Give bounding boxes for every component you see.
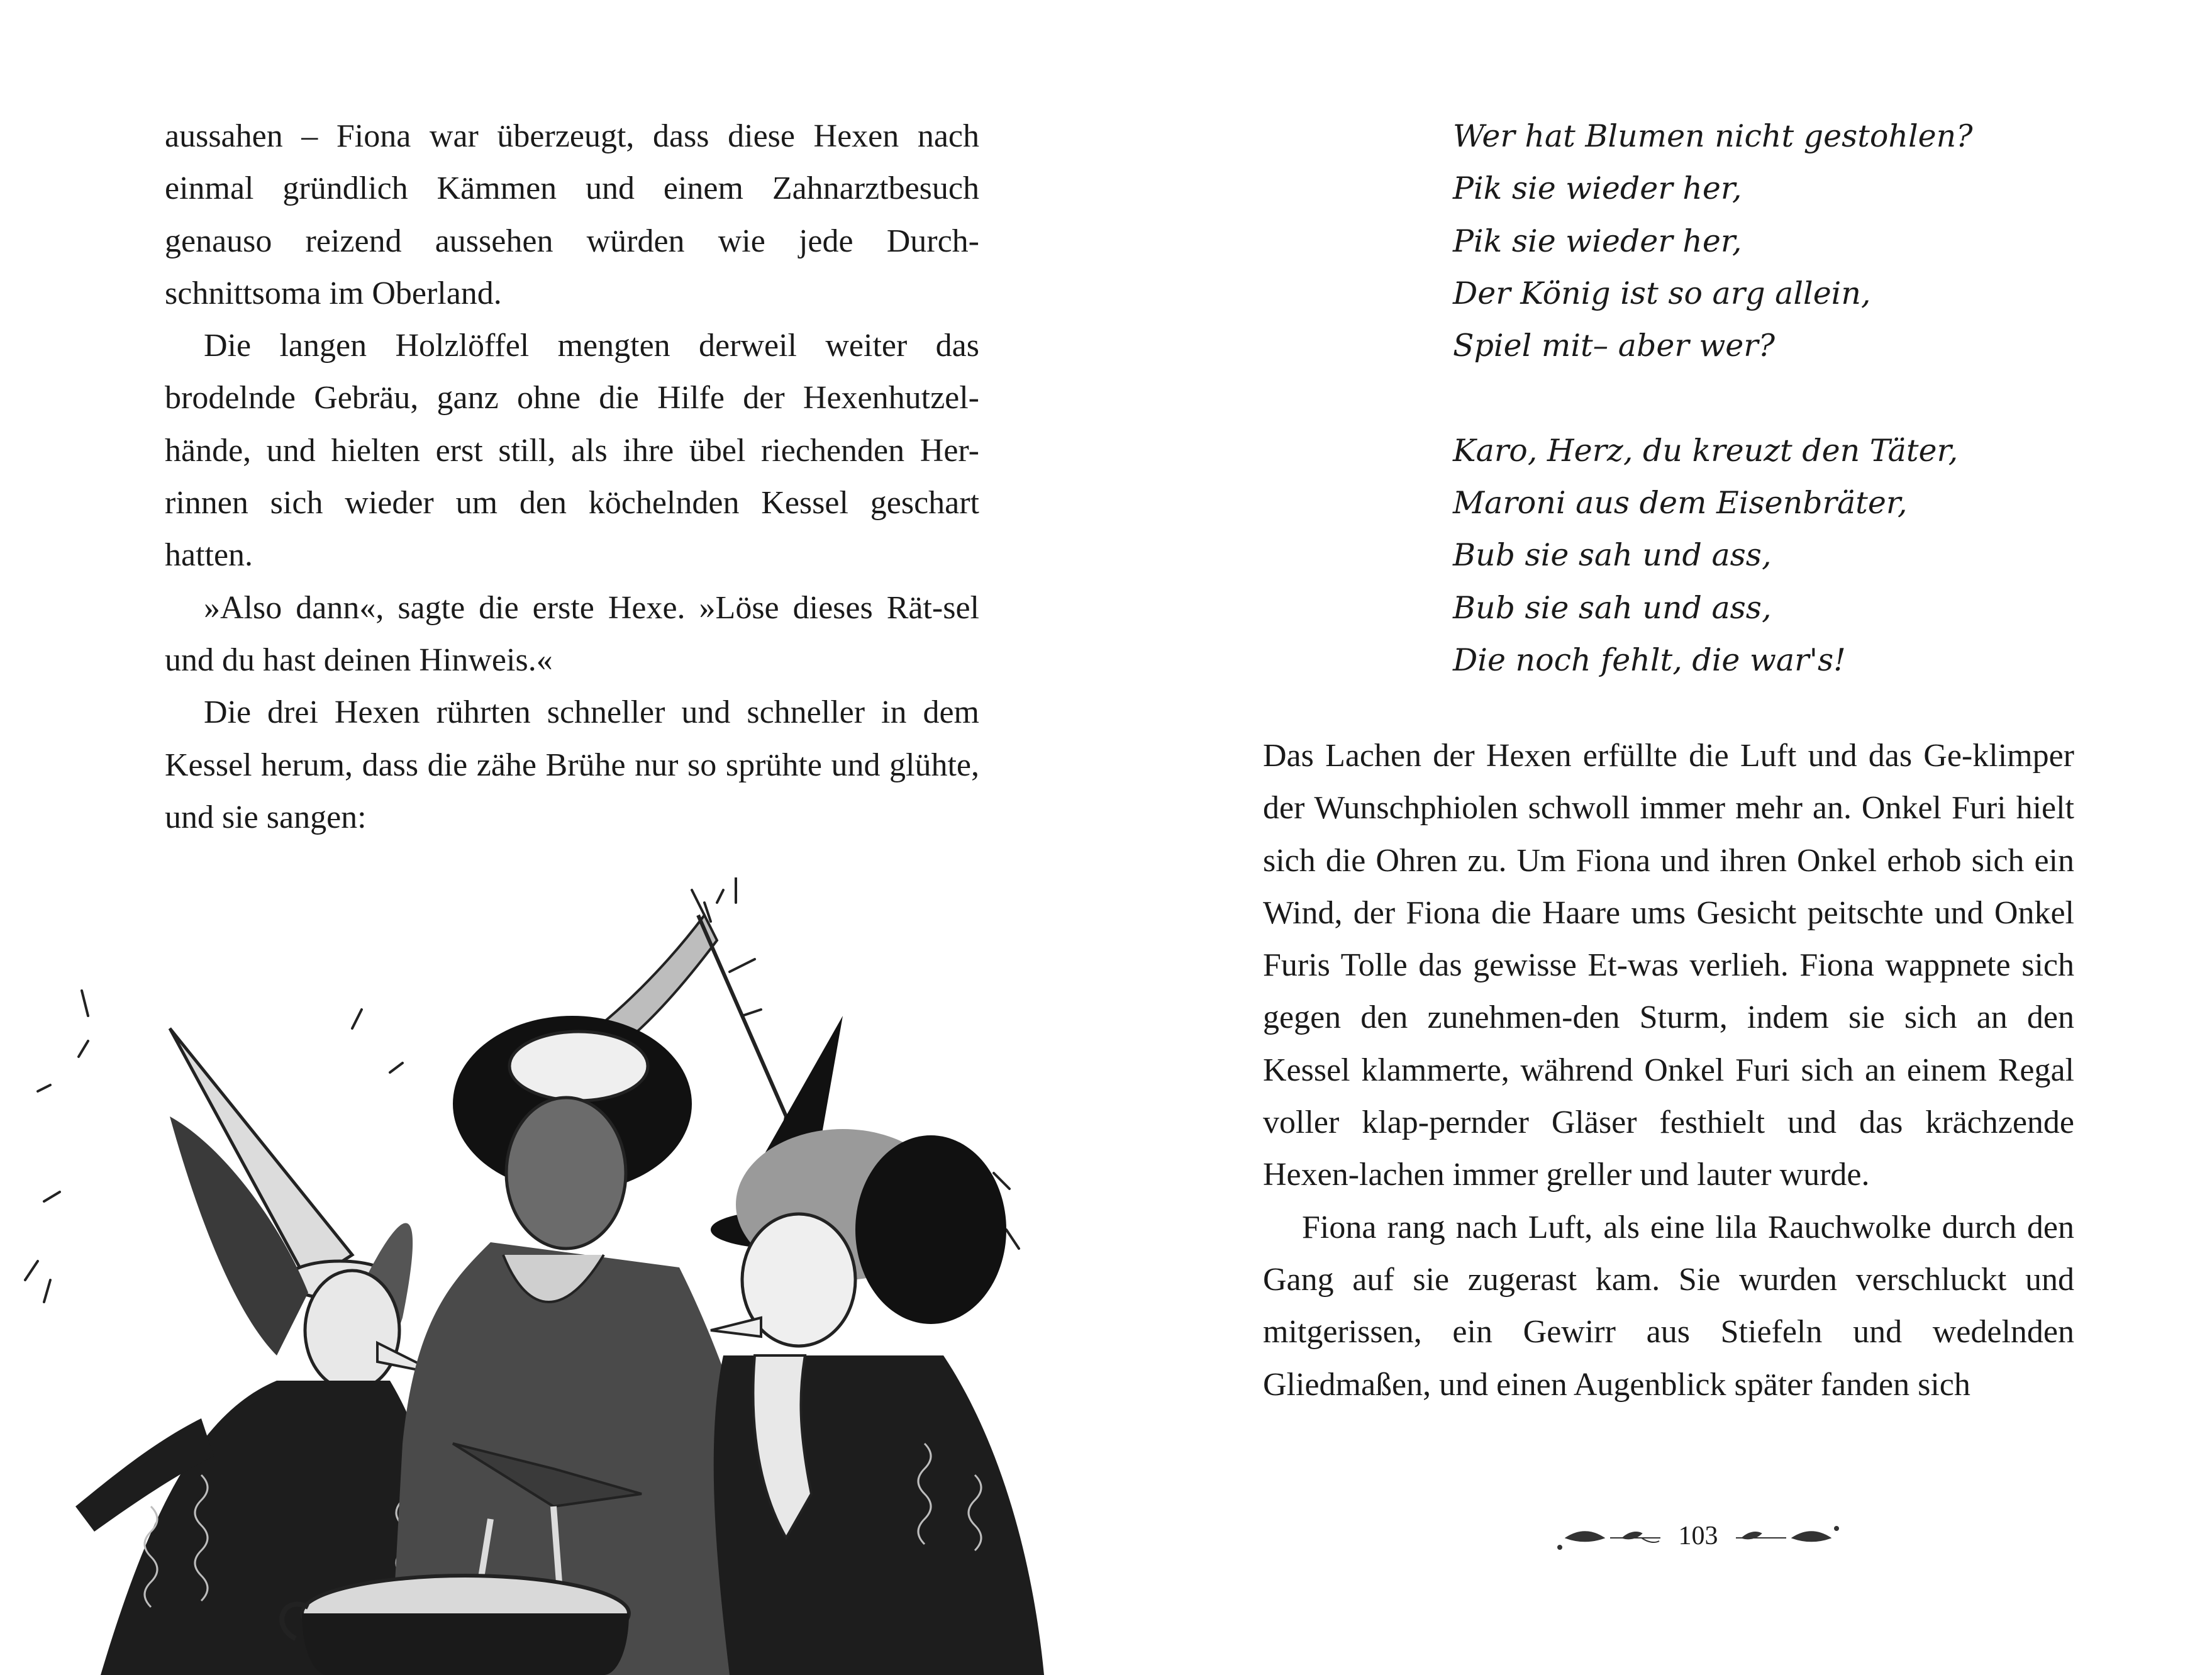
paragraph: »Also dann«, sagte die erste Hexe. »Löse dieses Rät-sel und du hast deinen Hinweis.« — [165, 589, 979, 678]
paragraph: aussahen – Fiona war überzeugt, dass diese Hexen nach einmal gründlich Kämmen und einem Zahnarztbesuch genauso reizend aussehen würden wie jede Durch-schnittsoma im Oberland. — [165, 118, 979, 311]
left-page-text — [165, 110, 979, 843]
verse-stanza — [1453, 425, 2082, 686]
verse-line: Der König ist so arg allein, — [1453, 275, 1871, 311]
verse-line: Pik sie wieder her, — [1453, 170, 1742, 207]
verse-line: Karo, Herz, du kreuzt den Täter, — [1453, 432, 1959, 469]
verse-line: Spiel mit– aber wer? — [1453, 328, 1775, 364]
paragraph: Das Lachen der Hexen erfüllte die Luft und das Ge-klimper der Wunschphiolen schwoll immer mehr an. Onkel Furi hielt sich die Ohren zu. Um Fiona und ihren Onkel erhob sich ein Wind, der Fiona die Haare ums Gesicht peitschte und Onkel Furis Tolle das gewisse Et-was verlieh. Fiona wappnete sich gegen den zunehmen-den Sturm, indem sie sich an den Kessel klammerte, während Onkel Furi sich an einem Regal voller klap-pernder Gläser festhielt und das krächzende Hexen-lachen immer greller und lauter wurde. — [1263, 738, 2074, 1193]
right-page-text — [1263, 730, 2074, 1411]
paragraph: Die drei Hexen rührten schneller und schneller in dem Kessel herum, dass die zähe Brühe nur so sprühte und glühte, und sie sangen: — [165, 694, 979, 835]
verse-line: Bub sie sah und ass, — [1453, 537, 1772, 574]
page-footer — [1553, 1510, 1843, 1566]
verse-line: Die noch fehlt, die war's! — [1453, 642, 1846, 678]
page-number: 103 — [1678, 1522, 1718, 1550]
verse-line: Maroni aus dem Eisenbräter, — [1453, 485, 1908, 521]
verse-line: Wer hat Blumen nicht gestohlen? — [1453, 118, 1973, 154]
verse-riddle — [1453, 110, 2082, 739]
paragraph: Die langen Holzlöffel mengten derweil weiter das brodelnde Gebräu, ganz ohne die Hilfe der Hexenhutzel-hände, und hielten erst still, als ihre übel riechenden Her-rinnen sich wieder um den köchelnden Kessel geschart hatten. — [165, 328, 979, 574]
verse-line: Bub sie sah und ass, — [1453, 589, 1772, 626]
verse-line: Pik sie wieder her, — [1453, 223, 1742, 259]
witches-illustration — [13, 877, 1069, 1675]
verse-stanza — [1453, 110, 2082, 372]
witch-right — [711, 1016, 1044, 1675]
cauldron — [282, 1576, 629, 1675]
paragraph: Fiona rang nach Luft, als eine lila Rauchwolke durch den Gang auf sie zugerast kam. Sie wurden verschluckt und mitgerissen, ein Gewirr aus Stiefeln und wedelnden Gliedmaßen, und einen Augenblick später fanden sich — [1263, 1209, 2074, 1403]
